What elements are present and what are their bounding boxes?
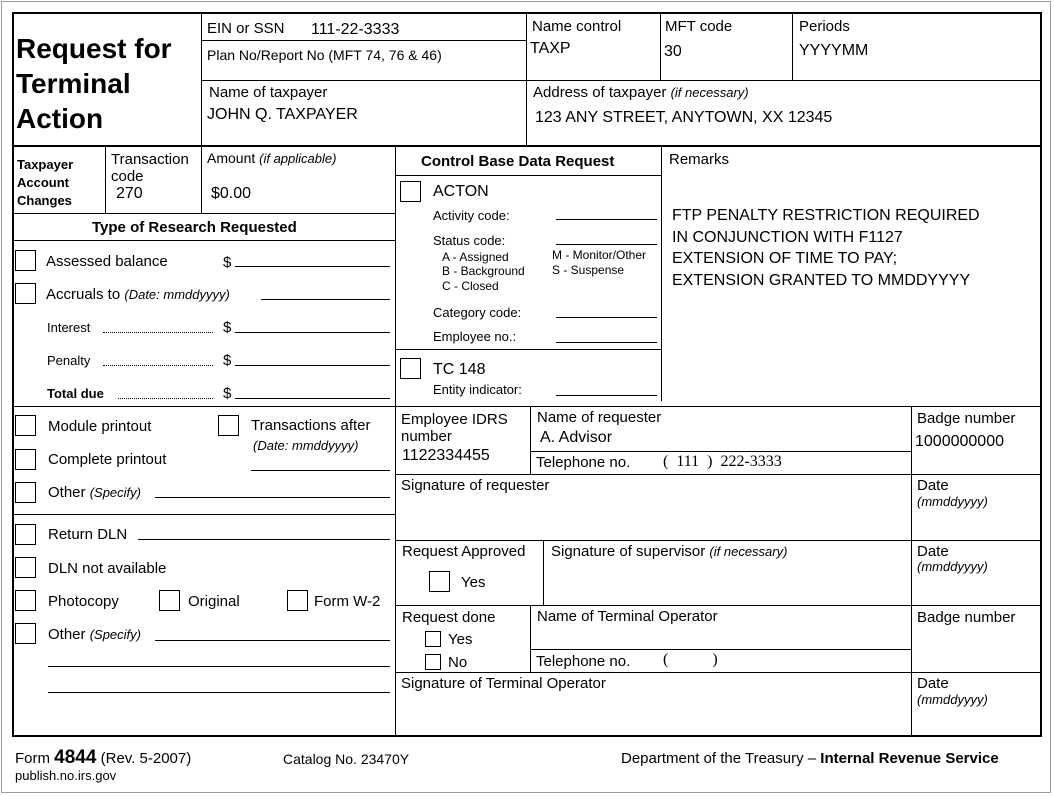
requester-telephone-label: Telephone no. [536,454,631,471]
operator-badge-label: Badge number [917,609,1016,626]
remarks-line-4: EXTENSION GRANTED TO MMDDYYYY [672,271,971,289]
tc148-checkbox[interactable] [400,358,421,379]
supervisor-signature-field[interactable] [545,562,910,604]
tac-label [17,156,73,210]
badge-label: Badge number [917,410,1016,427]
requester-signature-label: Signature of requester [401,477,550,494]
activity-code-line[interactable] [556,219,657,220]
other-dln-specify: (Specify) [89,627,141,642]
status-s: S - Suspense [552,263,625,277]
form-prefix: Form [15,750,50,767]
form-w2-label: Form W-2 [314,593,381,610]
transaction-code-value[interactable]: 270 [116,185,143,202]
amount-note: (if applicable) [259,151,337,166]
total-due-label: Total due [47,386,104,401]
taxpayer-name-value[interactable]: JOHN Q. TAXPAYER [207,106,358,123]
penalty-label: Penalty [47,353,91,368]
remarks-line-3: EXTENSION OF TIME TO PAY; [672,250,898,267]
entity-indicator-line[interactable] [556,395,657,396]
transactions-date-line[interactable] [251,470,390,471]
operator-name-field[interactable] [532,627,910,648]
approval-date-label: Date [917,543,949,560]
activity-code-label: Activity code: [433,208,510,223]
control-header: Control Base Data Request [421,153,615,170]
category-code-label: Category code: [433,305,522,320]
operator-signature-field[interactable] [396,694,910,734]
other-dln-line-1[interactable] [155,640,390,641]
operator-name-label: Name of Terminal Operator [537,608,718,625]
transaction-code-label [111,151,189,185]
research-header: Type of Research Requested [92,219,297,236]
status-c: C - Closed [442,279,499,293]
other-text: Other [48,484,86,501]
other-dln-text: Other [48,626,86,643]
control-right-rule [661,146,662,401]
original-label: Original [188,593,240,610]
transactions-date-note: (Date: mmddyyyy) [253,438,359,453]
remarks-label: Remarks [669,151,730,168]
interest-label: Interest [47,320,91,335]
assessed-balance-dollar: $ [223,254,232,271]
total-due-line[interactable] [235,398,390,399]
done-divider [530,605,531,672]
address-value[interactable]: 123 ANY STREET, ANYTOWN, XX 12345 [535,109,833,126]
telephone-number: 222-3333 [720,453,782,470]
department-text: Department of the Treasury – [621,750,817,767]
telephone-area: 111 [676,453,700,470]
request-done-label: Request done [402,609,496,626]
plan-label: Plan No/Report No (MFT 74, 76 & 46) [207,47,442,63]
idrs-label-line-1: Employee IDRS [401,411,508,428]
idrs-label-line-2: number [401,428,452,445]
catalog-number: Catalog No. 23470Y [283,751,410,767]
accruals-text: Accruals to [46,286,121,303]
tac-label-line-2: Account [17,175,69,190]
header-bottom-rule [12,145,1042,147]
bottom-rule [12,735,1042,737]
approval-date-format: (mmddyyyy) [917,559,988,574]
remarks-line-2: IN CONJUNCTION WITH F1127 [672,228,903,246]
complete-printout-checkbox[interactable] [15,449,36,470]
entity-indicator-label: Entity indicator: [433,382,522,397]
approval-rule [395,605,1040,606]
irs-text: Internal Revenue Service [820,750,999,767]
operator-date-label: Date [917,675,949,692]
middle-column-rule [395,146,396,735]
remarks-line-1: FTP PENALTY RESTRICTION REQUIRED [672,207,980,224]
operator-telephone-label: Telephone no. [536,653,631,670]
status-b: B - Background [442,264,525,278]
tac-label-line-3: Changes [17,193,72,208]
accruals-label [46,287,230,302]
title-divider [201,12,202,145]
mft-value[interactable]: 30 [664,43,682,60]
remarks-text[interactable] [672,205,980,291]
photocopy-checkbox[interactable] [15,590,36,611]
penalty-dollar: $ [223,352,232,369]
badge-value[interactable]: 1000000000 [915,433,1004,450]
employee-no-label: Employee no.: [433,329,517,344]
acton-separator [395,349,661,350]
total-due-leader [118,398,213,399]
complete-printout-label: Complete printout [48,451,167,468]
ein-plan-divider [201,40,526,41]
request-approved-label: Request Approved [402,543,526,560]
form-id [15,748,191,767]
requester-date-label: Date [917,477,949,494]
photocopy-label: Photocopy [48,593,119,610]
telephone-rule [530,451,911,452]
signature-rule [395,540,1040,541]
form-title [16,31,172,136]
transaction-label-line-1: Transaction [111,151,189,168]
acton-checkbox[interactable] [400,181,421,202]
interest-line[interactable] [235,332,390,333]
other-dln-label [48,627,141,642]
other-line[interactable] [155,497,390,498]
operator-telephone-field[interactable]: ( ) [663,651,718,668]
form-w2-checkbox[interactable] [287,590,308,611]
badge-divider [911,406,912,735]
dln-not-available-checkbox[interactable] [15,557,36,578]
research-block-rule [12,406,395,407]
status-a: A - Assigned [442,250,509,264]
status-code-label: Status code: [433,233,506,248]
mft-divider [792,12,793,80]
assessed-balance-label: Assessed balance [46,253,168,270]
supervisor-signature-label [551,544,787,559]
publish-url: publish.no.irs.gov [15,768,117,783]
interest-leader [103,332,213,333]
tac-divider-2 [201,146,202,213]
operator-telephone-rule [530,649,911,650]
idrs-value[interactable]: 1122334455 [402,447,490,464]
requester-telephone-value[interactable]: ( 111 ) 222-3333 [663,453,782,470]
accruals-date-note: (Date: mmddyyyy) [124,287,230,302]
tac-bottom-rule [12,213,395,214]
requester-name-value[interactable]: A. Advisor [540,429,613,446]
acton-label: ACTON [433,183,489,200]
other-dln-checkbox[interactable] [15,623,36,644]
tac-label-line-1: Taxpayer [17,157,74,172]
category-code-line[interactable] [556,317,657,318]
taxpayer-name-label: Name of taxpayer [209,84,328,101]
transactions-after-checkbox[interactable] [218,415,239,436]
control-bottom-rule [395,406,1040,407]
name-control-value[interactable]: TAXP [530,40,571,57]
amount-label [207,151,336,165]
other-specify: (Specify) [89,485,141,500]
done-yes-label: Yes [448,631,473,648]
namecontrol-divider [660,12,661,80]
address-divider [526,80,527,145]
supervisor-note: (if necessary) [709,544,788,559]
periods-label: Periods [799,18,850,35]
assessed-balance-line[interactable] [235,266,390,267]
done-yes-checkbox[interactable] [425,631,441,647]
operator-date-format: (mmddyyyy) [917,692,988,707]
name-control-label: Name control [532,18,622,35]
dln-not-available-label: DLN not available [48,560,167,577]
penalty-line[interactable] [235,365,390,366]
research-header-rule [12,240,395,241]
address-label-text: Address of taxpayer [533,84,667,101]
top-rule [12,12,1042,14]
return-dln-checkbox[interactable] [15,524,36,545]
other-dln-line-2[interactable] [48,666,390,667]
ein-divider [526,12,527,80]
tac-divider-1 [105,146,106,213]
original-checkbox[interactable] [159,590,180,611]
address-label [533,85,749,100]
requester-signature-field[interactable] [396,496,910,539]
requester-date-format: (mmddyyyy) [917,494,988,509]
idrs-label [401,411,508,445]
employee-no-line[interactable] [556,342,657,343]
module-block-rule [12,514,395,515]
ein-value[interactable]: 111-22-3333 [311,21,400,38]
other-checkbox[interactable] [15,482,36,503]
status-m: M - Monitor/Other [552,248,647,262]
interest-dollar: $ [223,319,232,336]
module-printout-label: Module printout [48,418,152,435]
approved-yes-label: Yes [461,574,486,591]
idrs-divider [530,406,531,474]
ein-label: EIN or SSN [207,20,285,37]
approved-yes-checkbox[interactable] [429,571,450,592]
right-rule [1040,12,1042,736]
other-dln-line-3[interactable] [48,692,390,693]
module-printout-checkbox[interactable] [15,415,36,436]
status-code-line[interactable] [556,244,657,245]
done-bottom-rule [395,672,1040,673]
tc148-label: TC 148 [433,361,486,378]
done-no-checkbox[interactable] [425,654,441,670]
form-number: 4844 [54,747,97,768]
header-row1-rule [201,80,1040,81]
return-dln-label: Return DLN [48,526,128,543]
operator-signature-label: Signature of Terminal Operator [401,675,606,692]
total-due-dollar: $ [223,385,232,402]
left-rule [12,12,14,736]
requester-name-label: Name of requester [537,409,662,426]
title-line-3: Action [16,103,104,134]
penalty-leader [103,365,213,366]
return-dln-line[interactable] [138,539,390,540]
amount-value[interactable]: $0.00 [211,185,252,202]
department-label [621,751,999,766]
done-no-label: No [448,654,468,671]
transactions-after-label: Transactions after [251,417,371,434]
approved-divider [543,540,544,605]
transaction-label-line-2: code [111,168,144,185]
form-revision: (Rev. 5-2007) [100,750,192,767]
title-line-2: Terminal [16,68,131,99]
title-line-1: Request for [16,33,172,64]
amount-label-text: Amount [207,150,256,166]
other-label [48,485,141,500]
address-note: (if necessary) [670,85,749,100]
mft-label: MFT code [665,18,733,35]
assessed-balance-checkbox[interactable] [15,250,36,271]
accruals-date-line[interactable] [261,299,390,300]
requester-rule [395,474,1040,475]
accruals-checkbox[interactable] [15,283,36,304]
periods-value[interactable]: YYYYMM [799,42,869,59]
supervisor-label-text: Signature of supervisor [551,543,706,560]
control-header-rule [395,175,661,176]
